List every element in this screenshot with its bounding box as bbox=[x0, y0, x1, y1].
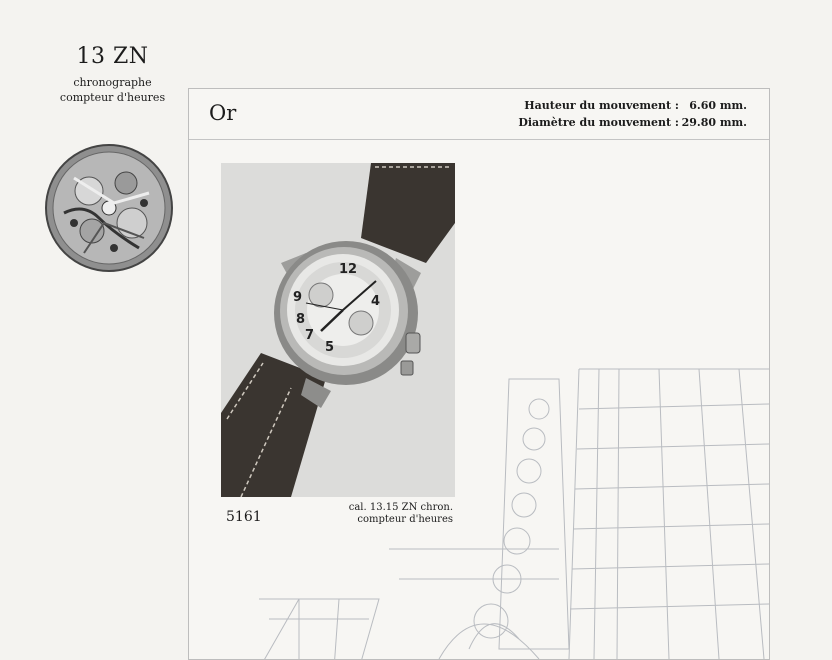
dial-numeral: 7 bbox=[305, 328, 315, 343]
calibre-subtitle-line-1: chronographe bbox=[73, 76, 152, 89]
spec-label: Hauteur du mouvement : bbox=[524, 99, 679, 112]
watch-photo bbox=[221, 163, 455, 497]
spec-value: 6.60 mm. bbox=[689, 99, 747, 112]
movement-specs bbox=[518, 97, 747, 131]
caption-line-1: cal. 13.15 ZN chron. bbox=[348, 502, 453, 513]
calibre-name: 13 ZN bbox=[76, 44, 149, 69]
spec-value: 29.80 mm. bbox=[681, 116, 747, 129]
calibre-subtitle-line-2: compteur d'heures bbox=[59, 91, 166, 104]
spec-label: Diamètre du mouvement : bbox=[518, 116, 679, 129]
dial-numeral: 12 bbox=[339, 262, 358, 277]
catalogue-panel bbox=[188, 88, 770, 660]
spec-row-diameter bbox=[518, 114, 747, 131]
dial-numeral: 8 bbox=[296, 312, 306, 327]
metal-label: Or bbox=[209, 101, 237, 125]
reference-number: 5161 bbox=[226, 509, 262, 525]
photo-caption bbox=[341, 502, 453, 526]
dial-numeral: 5 bbox=[325, 340, 335, 355]
panel-header bbox=[189, 89, 769, 140]
caption-line-2: compteur d'heures bbox=[357, 514, 453, 525]
dial-numeral: 9 bbox=[293, 290, 303, 305]
dial-numeral: 4 bbox=[371, 294, 381, 309]
spec-row-height bbox=[518, 97, 747, 114]
calibre-block bbox=[40, 44, 185, 105]
movement-photo bbox=[44, 143, 174, 273]
